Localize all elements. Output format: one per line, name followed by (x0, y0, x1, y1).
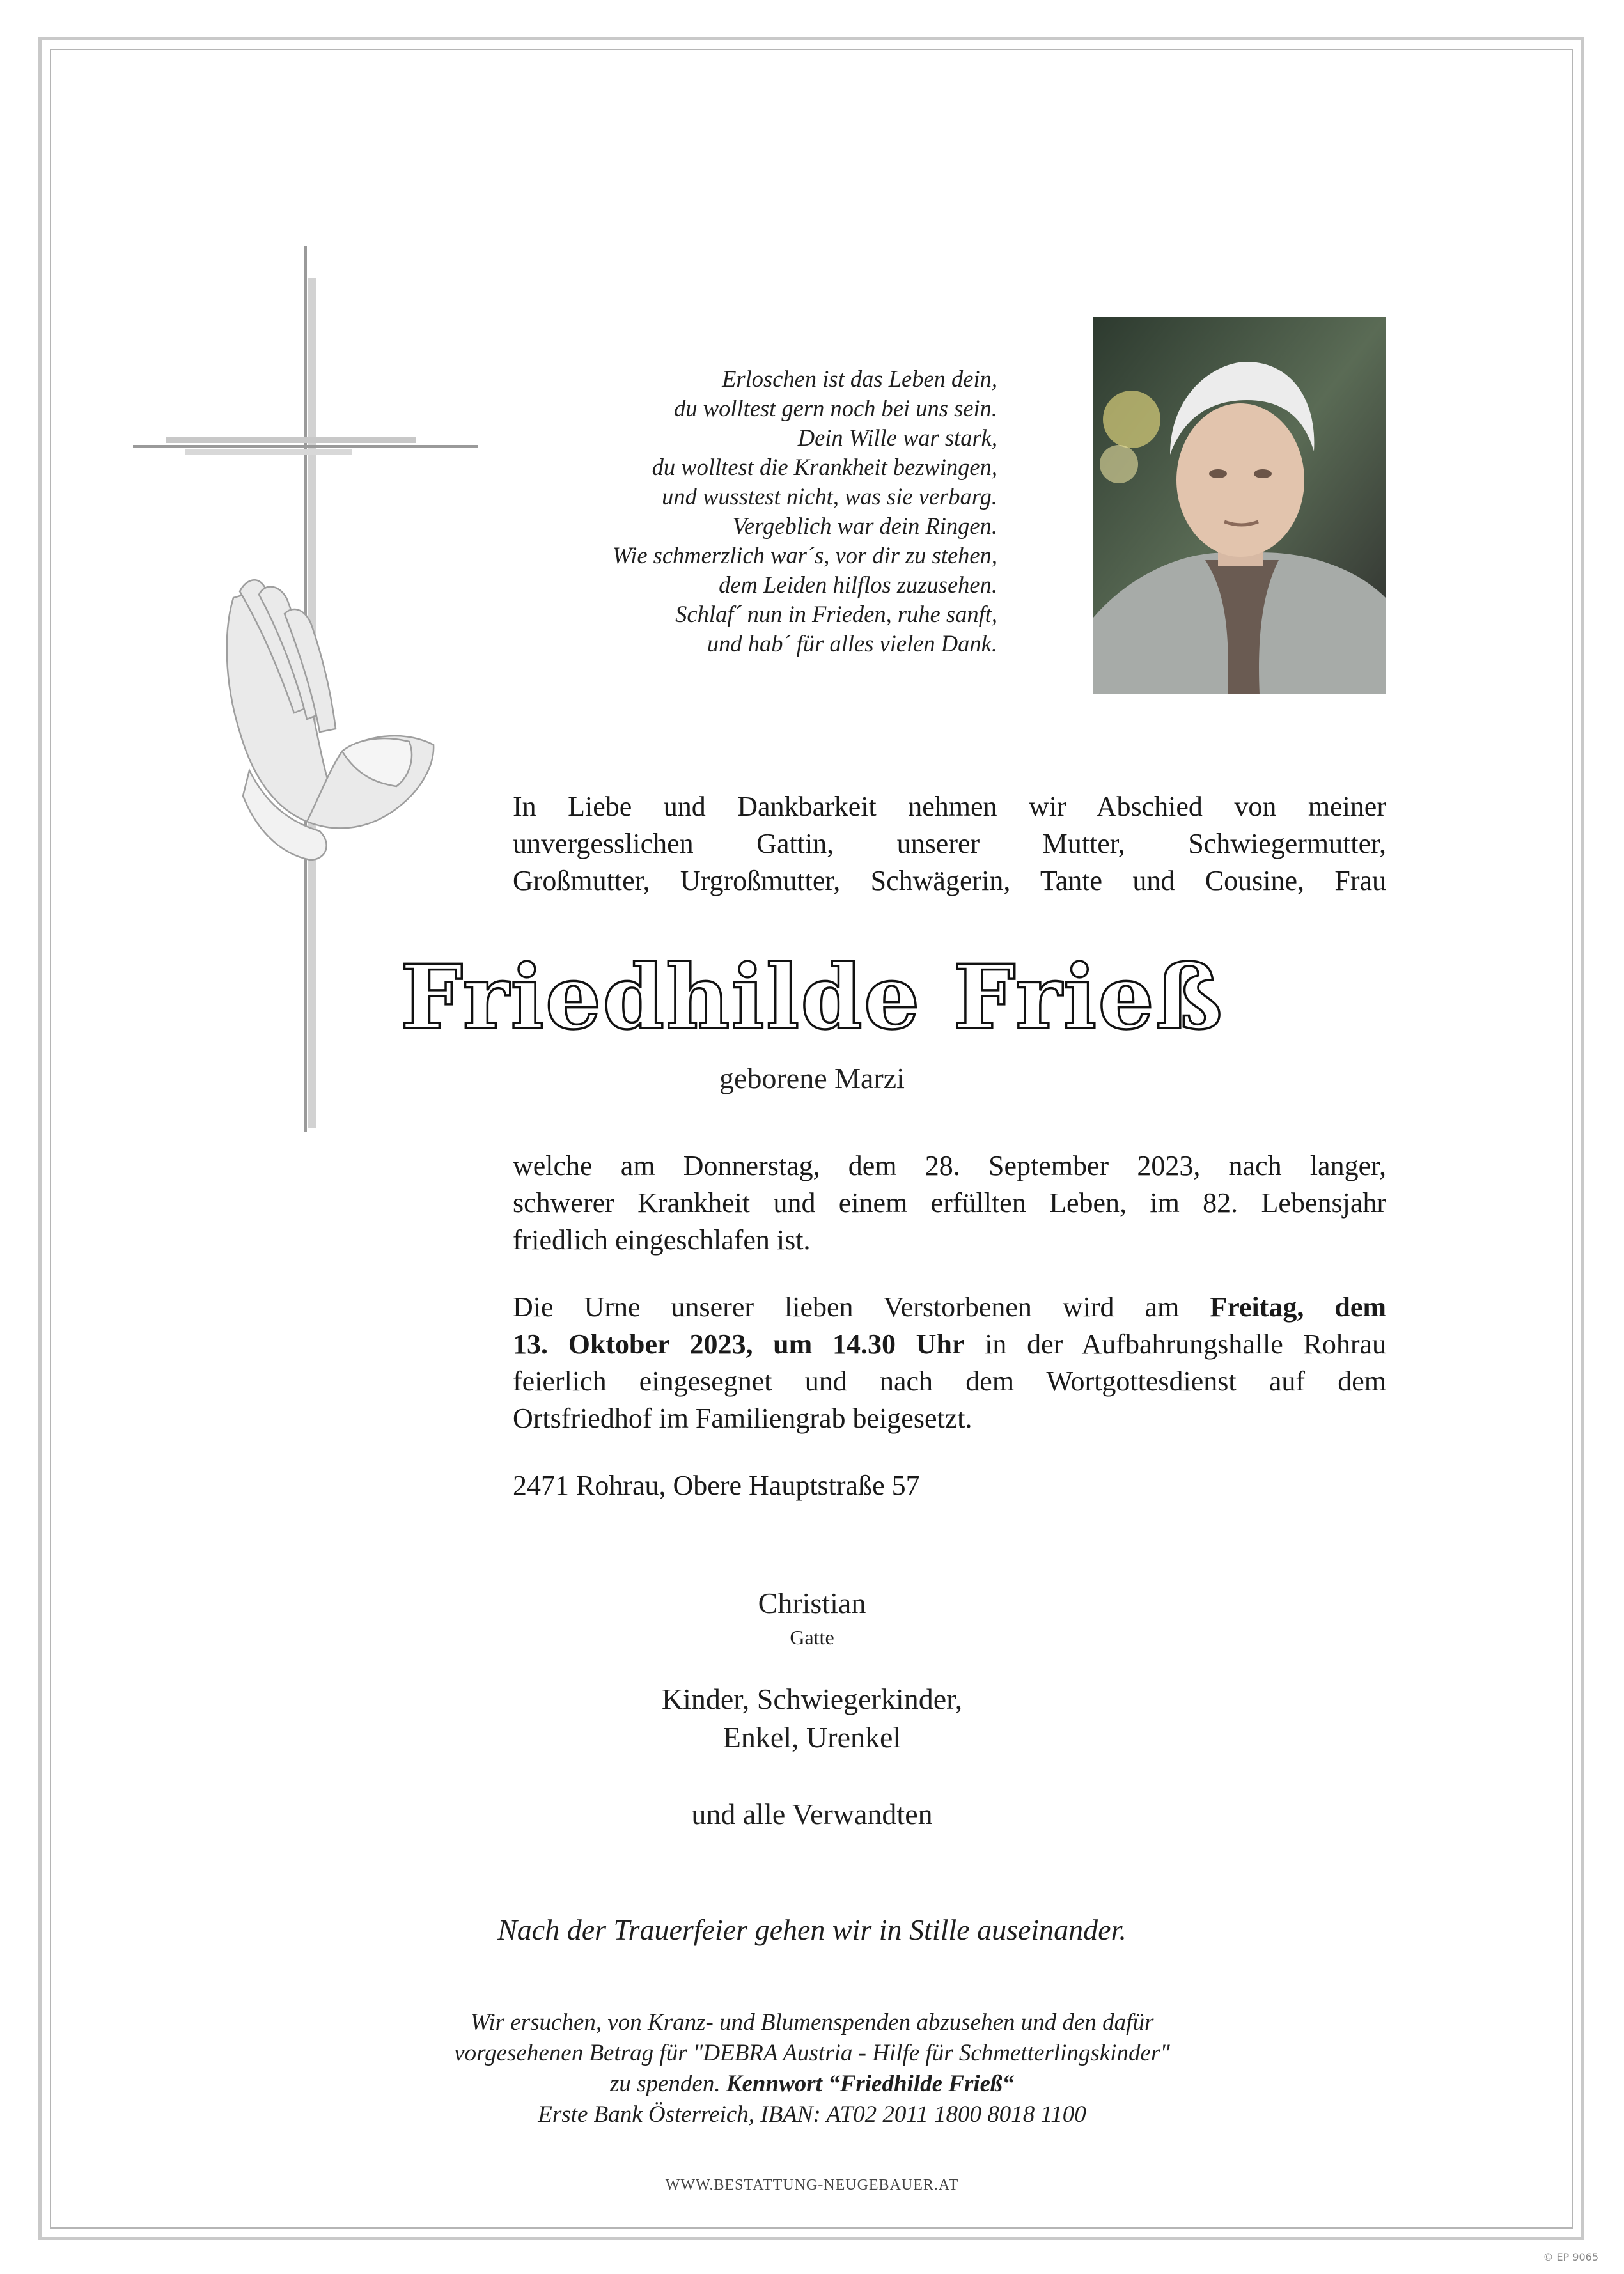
poem-line: Schlaf´ nun in Frieden, ruhe sanft, (675, 601, 997, 627)
intro-line-2: unvergesslichen Gattin, unserer Mutter, Schwiegermutter, (513, 828, 1386, 859)
funeral-text-line-1 (513, 1289, 1386, 1326)
funeral-date-bold: Freitag, dem (1210, 1291, 1386, 1323)
funeral-text-plain: Die Urne unserer lieben Verstorbenen wird am (513, 1291, 1210, 1323)
death-text-line-1: welche am Donnerstag, dem 28. September 2023, nach langer, (513, 1150, 1386, 1181)
poem-line: Wie schmerzlich war´s, vor dir zu stehen, (612, 542, 997, 568)
donation-line-3 (0, 2069, 1624, 2099)
other-relatives: und alle Verwandten (691, 1798, 933, 1830)
praying-hands-icon (227, 580, 433, 860)
portrait-photo (1093, 317, 1386, 694)
poem-line: Vergeblich war dein Ringen. (732, 513, 997, 539)
closing-line: Nach der Trauerfeier gehen wir in Stille auseinander. (497, 1913, 1127, 1946)
poem-line: Erloschen ist das Leben dein, (722, 366, 997, 392)
intro-line-3: Großmutter, Urgroßmutter, Schwägerin, Tante und Cousine, Frau (513, 865, 1386, 896)
death-text-line-2: schwerer Krankheit und einem erfüllten Leben, im 82. Lebensjahr (513, 1187, 1386, 1219)
intro-line-1: In Liebe und Dankbarkeit nehmen wir Abschied von meiner (513, 791, 1386, 822)
funeral-text-line-2 (513, 1326, 1386, 1363)
funeral-text-line-4: Ortsfriedhof im Familiengrab beigesetzt. (513, 1403, 972, 1434)
donation-line-1: Wir ersuchen, von Kranz- und Blumenspenden abzusehen und den dafür (470, 2009, 1154, 2036)
donation-bank: Erste Bank Österreich, IBAN: AT02 2011 1800 8018 1100 (538, 2101, 1086, 2128)
family-line-1: Kinder, Schwiegerkinder, (661, 1683, 963, 1715)
funeral-location: in der Aufbahrungshalle Rohrau (964, 1328, 1387, 1360)
address: 2471 Rohrau, Obere Hauptstraße 57 (513, 1470, 920, 1501)
funeral-time-bold: 13. Oktober 2023, um 14.30 Uhr (513, 1328, 965, 1360)
donation-plain: zu spenden. (609, 2071, 726, 2097)
poem-line: du wolltest gern noch bei uns sein. (674, 395, 997, 421)
spouse-role: Gatte (790, 1626, 834, 1649)
donation-line-2: vorgesehenen Betrag für "DEBRA Austria - Hilfe für Schmetterlingskinder" (454, 2040, 1170, 2066)
poem-line: du wolltest die Krankheit bezwingen, (652, 454, 997, 480)
poem-line: dem Leiden hilflos zuzusehen. (719, 572, 997, 598)
poem (511, 364, 997, 658)
poem-line: Dein Wille war stark, (797, 424, 997, 451)
funeral-text-line-3: feierlich eingesegnet und nach dem Wortgottesdienst auf dem (513, 1366, 1386, 1397)
deceased-name: Friedhilde Frieß (400, 945, 1224, 1049)
copyright-note: © EP 9065 (1543, 2251, 1598, 2263)
spouse-name: Christian (758, 1587, 866, 1619)
poem-line: und wusstest nicht, was sie verbarg. (662, 483, 997, 510)
maiden-name: geborene Marzi (719, 1062, 905, 1094)
death-text-line-3: friedlich eingeschlafen ist. (513, 1224, 811, 1256)
family-line-2: Enkel, Urenkel (722, 1721, 902, 1754)
donation-keyword: Kennwort “Friedhilde Frieß“ (726, 2071, 1015, 2097)
poem-line: und hab´ für alles vielen Dank. (707, 630, 997, 657)
funeral-home-website[interactable]: WWW.BESTATTUNG-NEUGEBAUER.AT (665, 2177, 959, 2193)
